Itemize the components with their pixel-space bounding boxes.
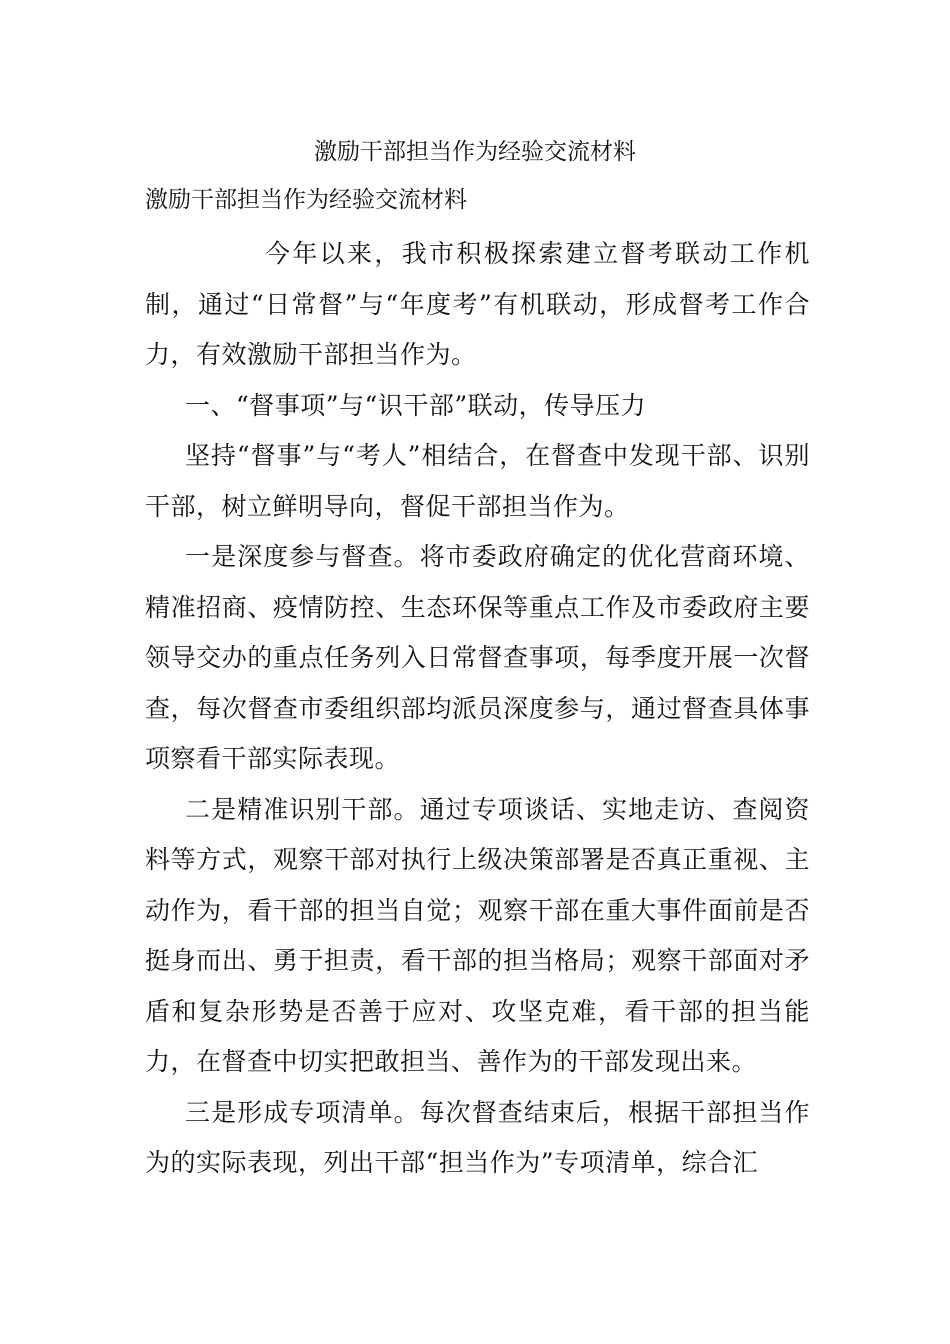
document-subtitle: 激励干部担当作为经验交流材料 [145, 187, 467, 213]
paragraph-section-1-summary: 坚持“督事”与“考人”相结合，在督查中发现干部、识别干部，树立鲜明导向，督促干部担当作为。 [145, 441, 810, 521]
document-body [145, 229, 810, 1189]
document-title: 激励干部担当作为经验交流材料 [314, 139, 636, 165]
paragraph-intro: 今年以来，我市积极探索建立督考联动工作机制，通过“日常督”与“年度考”有机联动，形成督考工作合力，有效激励干部担当作为。 [145, 239, 810, 369]
paragraph-point-2: 二是精准识别干部。通过专项谈话、实地走访、查阅资料等方式，观察干部对执行上级决策部署是否真正重视、主动作为，看干部的担当自觉；观察干部在重大事件面前是否挺身而出、勇于担责，看干部的担当格局；观察干部面对矛盾和复杂形势是否善于应对、攻坚克难，看干部的担当能力，在督查中切实把敢担当、善作为的干部发现出来。 [145, 794, 810, 1076]
paragraph-point-3: 三是形成专项清单。每次督查结束后，根据干部担当作为的实际表现，列出干部“担当作为”专项清单，综合汇 [145, 1097, 810, 1177]
paragraph-point-1: 一是深度参与督查。将市委政府确定的优化营商环境、精准招商、疫情防控、生态环保等重点工作及市委政府主要领导交办的重点任务列入日常督查事项，每季度开展一次督查，每次督查市委组织部均派员深度参与，通过督查具体事项察看干部实际表现。 [145, 542, 810, 773]
section-heading-1: 一、“督事项”与“识干部”联动，传导压力 [185, 390, 647, 420]
